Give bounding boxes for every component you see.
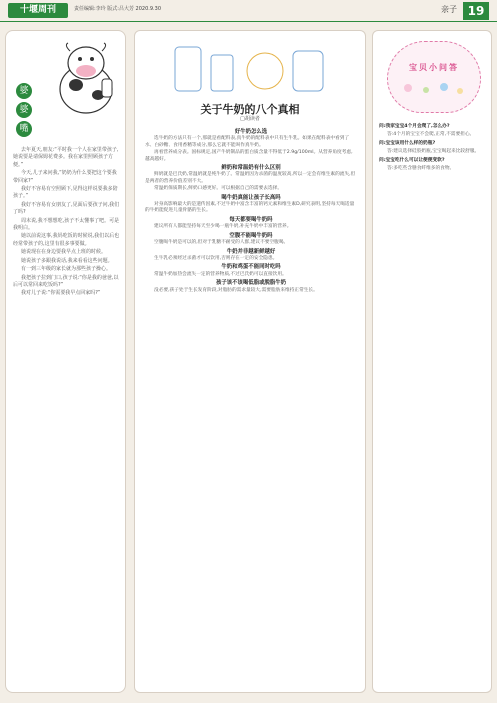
page-header: [0, 0, 497, 22]
editor-line: 责任编辑:李玲 版式:吕大芳 2020.9.30: [74, 6, 161, 12]
paragraph: 她以前说这事,我妈吃饭的时候说,我们以后也经常带孩子的,这里有很多事要做。: [13, 233, 120, 247]
qa-header-bubble: [387, 41, 481, 113]
question: 问:我家宝宝4个月会爬了,怎么办?: [379, 124, 450, 129]
section-heading: 牛奶并非越新鲜越好: [226, 248, 276, 255]
paragraph: 我把孩子拉到门口,孩子说:“你是我的爸爸,以后可以常回来吃饭吗?”: [13, 274, 119, 288]
paragraph: 鲜奶就是巴氏奶,常温奶就是纯牛奶了。常温奶因为杀菌的温度较高,所以一定会有维生素的流失,但是两者的营养价值差别不大。: [145, 172, 356, 184]
right-column: [372, 30, 492, 693]
section-heading: 好牛奶怎么选: [234, 129, 268, 135]
section-heading: 孩子该不该喝低脂或脱脂牛奶: [215, 280, 287, 287]
title-char: 嘴: [16, 121, 32, 137]
title-char: 婆: [16, 83, 32, 99]
title-char: 婆: [16, 102, 32, 118]
article-body: [145, 127, 357, 295]
paragraph: 空腹喝牛奶是可以的,但对于乳糖不耐受的人群,建议不要空腹喝。: [154, 240, 289, 246]
column-title: [16, 83, 36, 140]
masthead: 十堰周刊: [8, 3, 68, 18]
header-rule: [0, 21, 497, 22]
paragraph: 我好不容易有女朋友了,见面后要孩子问,我们了吗?: [13, 201, 120, 216]
milk-illustration: [165, 41, 335, 97]
paragraph: 今天,儿子来问我,“奶奶为什么要把这个要我带回家?”: [13, 170, 117, 184]
paragraph: 没必要,孩子处于生长发育阶段,对脂肪的需求量较大,需要脂肪来维持正常生长。: [154, 287, 318, 293]
qa-header: 宝贝小问答: [409, 63, 459, 72]
answer: 答:多吃些含膳食纤维多的食物。: [387, 165, 455, 171]
section-heading: 鲜奶和常温奶有什么区别: [221, 165, 281, 172]
question: 问:宝宝吃什么可以让便便变软?: [379, 158, 445, 164]
paragraph: 建议所有人都能坚持每天至少喝一瓶牛奶,补充牛奶中丰富的营养。: [154, 224, 292, 230]
paragraph: 选牛奶的方法只有一个,那就是看配料表,真牛奶的配料表中只有生牛乳。如果在配料表中看到了水、白砂糖、食用香精等成分,那么它就不能叫作真牛奶。: [145, 136, 350, 148]
paragraph: 再看营养成分表。国标规定,国产牛奶制品的蛋白质含量不得低于2.9g/100ml。从营养角度考虑,越高越好。: [145, 150, 353, 162]
left-column: [5, 30, 126, 693]
left-column-text: [13, 147, 120, 299]
answer: 答:4个月的宝宝不会爬,正常,不需要担心。: [387, 131, 475, 137]
paragraph: 她说孩子多跟我说话,我来看看这些问题。: [21, 257, 113, 264]
paragraph: 我对儿子说:“你需要我早点回家吗?”: [21, 290, 101, 297]
decorative-dots: [398, 78, 470, 100]
paragraph: 有一到三年级的家长就为那些孩子操心。: [21, 266, 112, 273]
main-article: [134, 30, 366, 693]
page-number: 19: [463, 2, 489, 20]
section-heading: 每天都要喝牛奶吗: [229, 216, 273, 223]
paragraph: 周末说,我不想想吃,孩子不太懂事了吧。可是我明白。: [13, 217, 120, 232]
paragraph: 去年夏天,朋友:“平时我一个人在家里带孩子,她说要是请保姆花费多。我在家里照顾孩子方便。”: [13, 147, 119, 168]
article-title: 关于牛奶的八个真相: [200, 103, 300, 116]
paragraph: 常温奶保质期长,鲜奶口感更好。可以根据自己的需要去选择。: [154, 186, 283, 192]
section-heading: 牛奶和鸡蛋不能同时吃吗: [221, 264, 281, 271]
cow-illustration: [46, 39, 126, 117]
section-name: 亲子: [441, 5, 457, 14]
question: 问:宝宝该用什么样的奶瓶?: [379, 141, 436, 147]
article-author: □胡读者: [240, 116, 260, 122]
paragraph: 对身高影响最大的是遗传因素,不过牛奶中富含丰富的钙元素和维生素D,研究表明,坚持每天喝适量的牛奶能促进儿童骨骼的生长。: [145, 202, 355, 214]
section-heading: 喝牛奶真能让孩子长高吗: [221, 194, 281, 201]
paragraph: 生牛乳必须经过杀菌才可以饮用,否则存在一定的安全隐患。: [154, 255, 278, 261]
section-heading: 空腹不能喝牛奶吗: [229, 232, 273, 239]
paragraph: 常温牛奶加热会流失一定的营养物质,不过巴氏奶可以直接饮用。: [154, 271, 287, 277]
answer: 答:建议选择硅胶奶瓶,宝宝喝起来比较舒服。: [387, 148, 480, 154]
paragraph: 我好不容易有空照顾下,见得这样说要我多陪孩子。”: [13, 186, 118, 200]
paragraph: 她说现在在身边要我早点上班的时候。: [21, 249, 107, 256]
qa-list: [379, 121, 487, 174]
